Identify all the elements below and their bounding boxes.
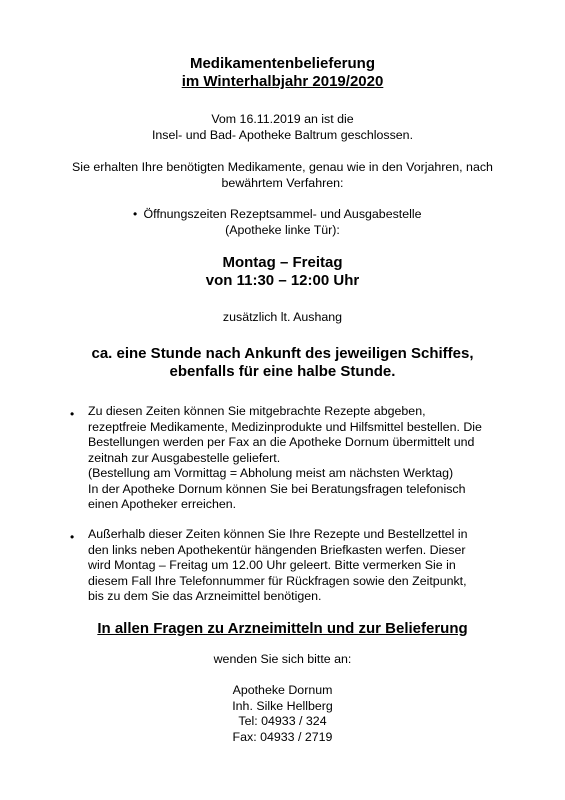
paragraph-line: rezeptfreie Medikamente, Medizinprodukte und Hilfsmittel bestellen. Die bbox=[88, 419, 482, 434]
paragraph-line: den links neben Apothekentür hängenden Briefkasten werfen. Dieser bbox=[88, 542, 466, 557]
opening-hours-item bbox=[0, 207, 565, 238]
bullet-marker: • bbox=[70, 530, 75, 544]
opening-hours bbox=[0, 254, 565, 290]
paragraph-line: diesem Fall Ihre Telefonnummer für Rückfragen sowie den Zeitpunkt, bbox=[88, 573, 467, 588]
hours-days: Montag – Freitag bbox=[222, 254, 343, 271]
paragraph-line: Zu diesen Zeiten können Sie mitgebrachte Rezepte abgeben, bbox=[88, 404, 426, 418]
bullet-paragraph-mailbox bbox=[88, 527, 468, 605]
contact-prompt: wenden Sie sich bitte an: bbox=[213, 652, 352, 666]
ship-line-1: ca. eine Stunde nach Ankunft des jeweiligen Schiffes, bbox=[91, 345, 474, 362]
paragraph-line: wird Montag – Freitag um 12.00 Uhr geleert. Bitte vermerken Sie in bbox=[88, 558, 456, 572]
ship-arrival-note bbox=[0, 345, 565, 381]
closure-notice bbox=[0, 112, 565, 143]
bullet-paragraph-ordering bbox=[88, 404, 482, 513]
contact-owner: Inh. Silke Hellberg bbox=[232, 698, 333, 713]
notice-line-1: Vom 16.11.2019 an ist die bbox=[211, 112, 354, 126]
hours-item-line-2: (Apotheke linke Tür): bbox=[225, 222, 340, 237]
paragraph-line: einen Apotheker erreichen. bbox=[88, 497, 237, 511]
contact-block bbox=[0, 683, 565, 745]
title-line-1: Medikamentenbelieferung bbox=[189, 55, 376, 72]
paragraph-line: Außerhalb dieser Zeiten können Sie Ihre Rezepte und Bestellzettel in bbox=[88, 527, 468, 541]
notice-line-2: Insel- und Bad- Apotheke Baltrum geschlossen. bbox=[151, 127, 414, 142]
paragraph-line: zeitnah zur Ausgabestelle geliefert. bbox=[88, 450, 281, 465]
title-line-2: im Winterhalbjahr 2019/2020 bbox=[181, 73, 384, 90]
hours-item-line-1: Öffnungszeiten Rezeptsammel- und Ausgabestelle bbox=[143, 207, 422, 221]
contact-fax: Fax: 04933 / 2719 bbox=[232, 729, 333, 744]
intro-text bbox=[0, 160, 565, 191]
intro-line-1: Sie erhalten Ihre benötigten Medikamente, genau wie in den Vorjahren, nach bbox=[72, 160, 493, 174]
hours-time: von 11:30 – 12:00 Uhr bbox=[205, 272, 360, 289]
paragraph-line: (Bestellung am Vormittag = Abholung meist am nächsten Werktag) bbox=[88, 466, 454, 480]
paragraph-line: In der Apotheke Dornum können Sie bei Beratungsfragen telefonisch bbox=[88, 481, 466, 496]
additional-note: zusätzlich lt. Aushang bbox=[222, 310, 343, 324]
paragraph-line: bis zu dem Sie das Arzneimittel benötigen. bbox=[88, 589, 322, 603]
document-title bbox=[0, 55, 565, 91]
ship-line-2: ebenfalls für eine halbe Stunde. bbox=[169, 363, 396, 380]
intro-line-2: bewährtem Verfahren: bbox=[221, 175, 344, 190]
contact-phone: Tel: 04933 / 324 bbox=[238, 714, 327, 728]
bullet-marker: • bbox=[133, 207, 138, 221]
paragraph-line: Bestellungen werden per Fax an die Apotheke Dornum übermittelt und bbox=[88, 435, 475, 449]
contact-name: Apotheke Dornum bbox=[232, 683, 333, 697]
questions-heading: In allen Fragen zu Arzneimitteln und zur Belieferung bbox=[97, 620, 468, 637]
bullet-marker: • bbox=[70, 407, 75, 421]
